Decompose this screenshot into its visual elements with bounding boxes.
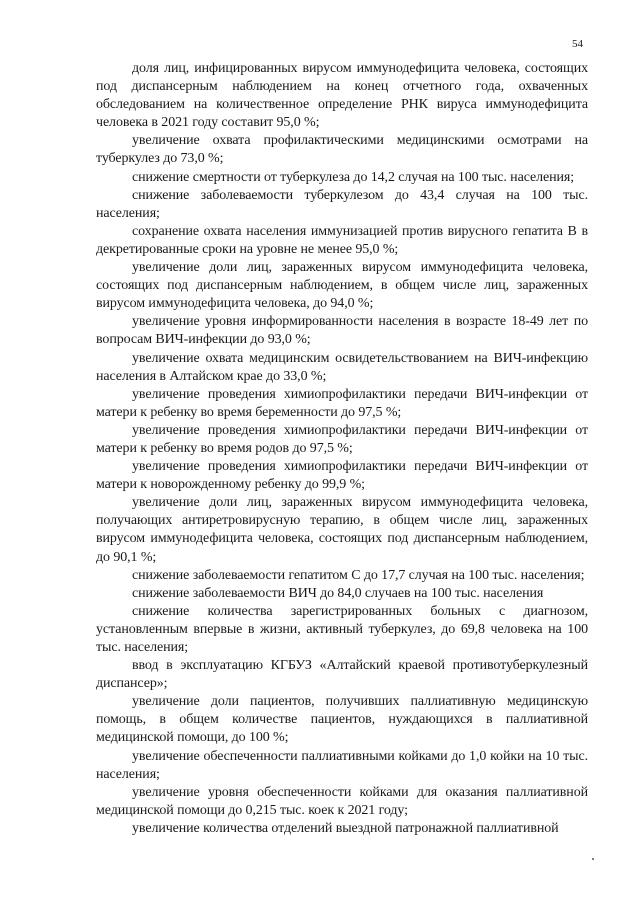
paragraph: увеличение проведения химиопрофилактики передачи ВИЧ-инфекции от матери к новорожденному ребенку до 99,9 %; bbox=[96, 459, 588, 493]
document-body bbox=[96, 60, 588, 838]
paragraph: ввод в эксплуатацию КГБУЗ «Алтайский краевой противотуберкулезный диспансер»; bbox=[96, 658, 588, 692]
paragraph: снижение смертности от туберкулеза до 14,2 случая на 100 тыс. населения; bbox=[132, 169, 575, 185]
paragraph: увеличение уровня обеспеченности койками для оказания паллиативной медицинской помощи до 0,215 тыс. коек к 2021 году; bbox=[96, 784, 588, 818]
paragraph: увеличение доли лиц, зараженных вирусом иммунодефицита человека, состоящих под диспансерным наблюдением, в общем числе лиц, зараженных вирусом иммунодефицита человека, до 94,0 %; bbox=[96, 260, 588, 312]
page-number: 54 bbox=[572, 38, 583, 50]
paragraph: увеличение охвата профилактическими медицинскими осмотрами на туберкулез до 73,0 %; bbox=[96, 133, 588, 167]
paragraph: увеличение уровня информированности населения в возрасте 18-49 лет по вопросам ВИЧ-инфекции до 93,0 %; bbox=[96, 314, 588, 348]
paragraph: увеличение проведения химиопрофилактики передачи ВИЧ-инфекции от матери к ребенку во время беременности до 97,5 %; bbox=[96, 386, 588, 420]
paragraph: увеличение количества отделений выездной патронажной паллиативной bbox=[132, 820, 559, 836]
paragraph: снижение заболеваемости гепатитом С до 17,7 случая на 100 тыс. населения; bbox=[132, 567, 585, 583]
paragraph: увеличение охвата медицинским освидетельствованием на ВИЧ-инфекцию населения в Алтайском крае до 33,0 %; bbox=[96, 350, 588, 384]
paragraph: сохранение охвата населения иммунизацией против вирусного гепатита В в декретированные сроки на уровне не менее 95,0 %; bbox=[96, 223, 588, 257]
paragraph: снижение количества зарегистрированных больных с диагнозом, установленным впервые в жизни, активный туберкулез, до 69,8 человека на 100 тыс. населения; bbox=[96, 603, 588, 655]
paragraph: увеличение доли лиц, зараженных вирусом иммунодефицита человека, получающих антиретровирусную терапию, в общем числе лиц, зараженных вирусом иммунодефицита человека, состоящих под диспансерным наблюдением, до 90,1 %; bbox=[96, 495, 588, 565]
scan-speck bbox=[592, 858, 594, 860]
paragraph: увеличение доли пациентов, получивших паллиативную медицинскую помощь, в общем количестве пациентов, нуждающихся в паллиативной медицинской помощи, до 100 %; bbox=[96, 694, 588, 746]
paragraph: снижение заболеваемости туберкулезом до 43,4 случая на 100 тыс. населения; bbox=[96, 187, 588, 221]
paragraph: увеличение проведения химиопрофилактики передачи ВИЧ-инфекции от матери к ребенку во время родов до 97,5 %; bbox=[96, 422, 588, 456]
paragraph: снижение заболеваемости ВИЧ до 84,0 случаев на 100 тыс. населения bbox=[132, 585, 544, 601]
paragraph: увеличение обеспеченности паллиативными койками до 1,0 койки на 10 тыс. населения; bbox=[96, 748, 588, 782]
paragraph: доля лиц, инфицированных вирусом иммунодефицита человека, состоящих под диспансерным наблюдением на конец отчетного года, охваченных обследованием на количественное определение РНК вируса иммунодефицита человека в 2021 году составит 95,0 %; bbox=[96, 61, 588, 131]
